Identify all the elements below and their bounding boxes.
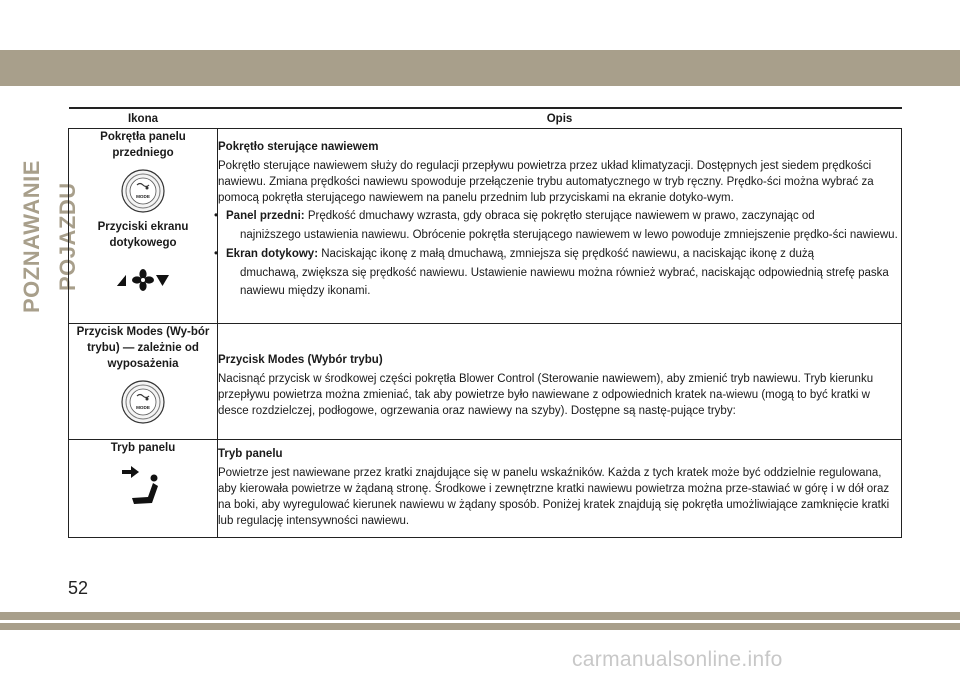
- bullet-dot: •: [214, 210, 219, 222]
- panel-mode-airflow-icon: [118, 464, 168, 512]
- footer-bar: [0, 612, 960, 620]
- description-text: Pokrętło sterujące nawiewem służy do regulacji przepływu powietrza przez układ klimatyzacji. Dostępnych jest siedem prędkości nawiewu. Zmiana prędkości nawiewu spowoduje przełączenie trybu automatycznego w tryb ręczny. Prędko-ści można wybrać za pomocą pokrętła sterującego nawiewem na panelu przednim lub przyciskami na ekranie dotyko-wym.: [218, 160, 874, 204]
- table-row: [69, 129, 902, 324]
- description-title: Pokrętło sterujące nawiewem: [218, 141, 379, 153]
- icon-label: Pokrętła panelu przedniego: [100, 131, 186, 159]
- icon-label: Tryb panelu: [110, 442, 176, 454]
- bullet-item: [214, 208, 901, 244]
- fan-speed-down-up-icon: [115, 269, 171, 291]
- description-title: Przycisk Modes (Wybór trybu): [218, 354, 383, 366]
- watermark-text: carmanualsonline.info: [572, 648, 783, 671]
- description-text: Powietrze jest nawiewane przez kratki znajdujące się w panelu wskaźników. Każda z tych kratek może być oddzielnie regulowana, aby kierowała powietrze w żądaną stronę. Środkowe i zewnętrzne kratki nawiewu powietrza można prze-stawiać w górę i w dół oraz na boki, aby wyregulować kierunek nawiewu w żądany sposób. Poniżej kratek znajdują się pokrętła umożliwiające zamknięcie kratki lub regulację intensywności nawiewu.: [218, 467, 890, 527]
- page-number: 52: [68, 578, 89, 598]
- header-description: Opis: [218, 108, 902, 129]
- icon-cell: [69, 324, 218, 440]
- section-side-title: POZNAWANIE POJAZDU: [19, 160, 80, 314]
- icon-cell: [69, 129, 218, 324]
- bullet-label: Ekran dotykowy:: [226, 248, 319, 260]
- knob-mode-text: MODE: [136, 194, 150, 199]
- bullet-label: Panel przedni:: [226, 210, 305, 222]
- mode-button-knob-icon: [121, 380, 165, 424]
- bullet-continuation: najniższego ustawienia nawiewu. Obrócenie pokrętła sterującego nawiewem w lewo powoduje zmniejszenie prędko-ści nawiewu.: [240, 229, 898, 241]
- bullet-dot: •: [214, 248, 219, 260]
- footer-bar-thin: [0, 623, 960, 630]
- header-icon: Ikona: [69, 108, 218, 129]
- table-header-row: [69, 108, 902, 129]
- bullet-text: Naciskając ikonę z małą dmuchawą, zmniejsza się prędkość nawiewu, a naciskając ikonę z dużą: [321, 248, 815, 260]
- blower-mode-knob-icon: [121, 169, 165, 213]
- table-row: [69, 440, 902, 538]
- icon-label: Przycisk Modes (Wy-bór trybu) — zależnie od wyposażenia: [76, 326, 210, 370]
- controls-table: [68, 107, 902, 538]
- knob-mode-text: MODE: [136, 405, 150, 410]
- description-cell: [218, 440, 902, 538]
- table-row: [69, 324, 902, 440]
- bullet-text: Prędkość dmuchawy wzrasta, gdy obraca się pokrętło sterujące nawiewem w prawo, zaczynając od: [307, 210, 815, 222]
- icon-label: Przyciski ekranu dotykowego: [97, 221, 189, 249]
- description-cell: [214, 129, 902, 324]
- icon-cell: [69, 440, 218, 538]
- description-text: Nacisnąć przycisk w środkowej części pokrętła Blower Control (Sterowanie nawiewem), aby zmienić tryb nawiewu. Tryb kierunku przepływu powietrza można zmieniać, tak aby powietrze było nawiewane z odpowiednich kratek na-wiewu (mogą to być kratki w desce rozdzielczej, podłogowe, ogrzewania oraz nawiewy na szyby). Dostępne są nastę-pujące tryby:: [218, 373, 874, 417]
- description-title: Tryb panelu: [218, 448, 283, 460]
- description-cell: [218, 324, 902, 440]
- top-margin: [0, 0, 960, 50]
- header-bar: [0, 50, 960, 86]
- bullet-item: [214, 246, 901, 300]
- bullet-continuation: dmuchawą, zwiększa się prędkość nawiewu. Ustawienie nawiewu można również wybrać, naciskając odpowiednią strefę paska nawiewu między ikonami.: [240, 267, 889, 297]
